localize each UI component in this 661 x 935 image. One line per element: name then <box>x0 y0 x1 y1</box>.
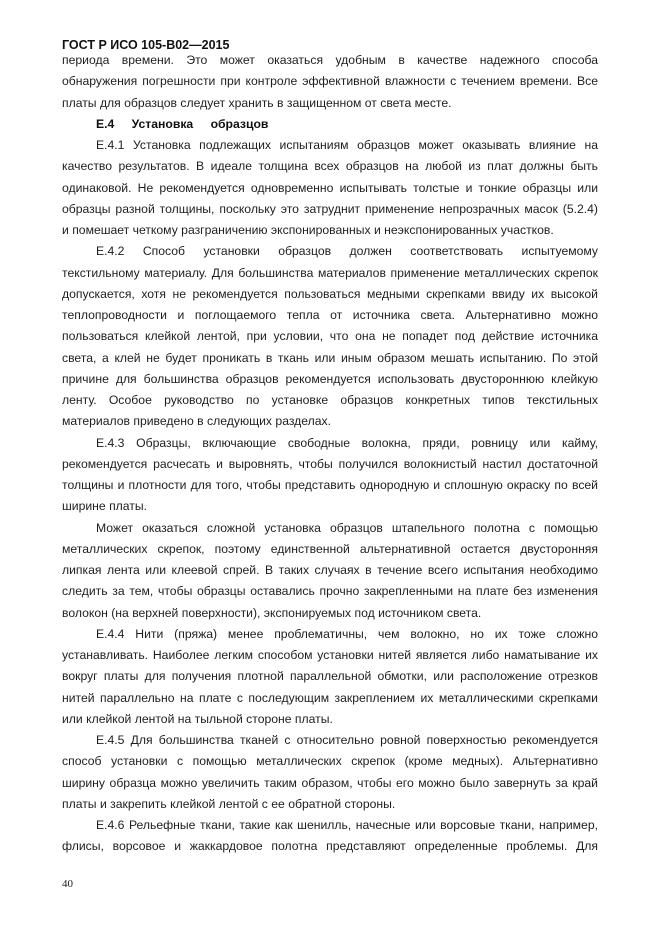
paragraph <box>62 433 598 518</box>
heading-text: Е.4 Установка образцов <box>96 116 269 131</box>
text-line: рекомендуется расчесать и выровнять, чтобы получился волокнистый настил достаточной <box>62 456 598 471</box>
paragraph <box>62 624 598 730</box>
section-heading <box>62 114 598 135</box>
text-line: Е.4.3 Образцы, включающие свободные волокна, пряди, ровницу или кайму, <box>96 435 598 450</box>
text-line: вокруг платы для получения плотной параллельной обмотки, или расположение отрезков <box>62 669 598 684</box>
text-line: допускается, хотя не рекомендуется пользоваться медными скрепками ввиду их высокой <box>62 286 598 301</box>
text-line: устанавливать. Наиболее легким способом установки нитей является либо наматывание их <box>62 648 598 662</box>
text-line: обнаружения погрешности при контроле эффективной влажности с течением времени. Все <box>62 74 598 89</box>
paragraph <box>62 135 598 241</box>
text-line: и помешает четкому разграничению экспонированных и неэкспонированных участков. <box>62 223 554 237</box>
text-line: ленту. Особое руководство по установке образцов конкретных типов текстильных <box>62 393 598 407</box>
paragraph <box>62 815 598 858</box>
text-line: Может оказаться сложной установка образцов штапельного полотна с помощью <box>96 520 598 535</box>
text-line: Е.4.2 Способ установки образцов должен соответствовать испытуемому <box>96 244 598 259</box>
paragraph <box>62 518 598 624</box>
document-body <box>62 50 598 858</box>
text-line: липкая лента или клеевой спрей. В таких случаях в течение всего испытания необходимо <box>62 563 598 577</box>
text-line: толщины и плотности для того, чтобы представить однородную и сплошную окраску по всей <box>62 478 598 492</box>
page-number: 40 <box>62 878 73 890</box>
text-line: или клейкой лентой на тыльной стороне платы. <box>62 711 333 726</box>
text-line: качество результатов. В идеале толщина всех образцов на любой из плат должны быть <box>62 159 598 174</box>
paragraph <box>62 730 598 815</box>
text-line: металлических скрепок, поэтому единственной альтернативной остается двусторонняя <box>62 541 598 556</box>
text-line: Е.4.4 Нити (пряжа) менее проблематичны, чем волокно, но их тоже сложно <box>96 626 598 641</box>
text-line: периода времени. Это может оказаться удобным в качестве надежного способа <box>62 53 598 67</box>
text-line: Е.4.5 Для большинства тканей с относительно ровной поверхностью рекомендуется <box>96 733 598 747</box>
text-line: флисы, ворсовое и жаккардовое полотна представляют определенные проблемы. Для <box>62 839 598 854</box>
paragraph <box>62 241 598 432</box>
text-line: волокон (на верхней поверхности), экспонируемых под источником света. <box>62 605 482 620</box>
text-line: платы для образцов следует хранить в защищенном от света месте. <box>62 95 452 110</box>
text-line: причине для большинства образцов рекомендуется использовать двустороннюю клейкую <box>62 371 598 386</box>
text-line: следить за тем, чтобы образцы оставались прочно закрепленными на плате без изменения <box>62 584 598 599</box>
text-line: текстильному материалу. Для большинства материалов применение металлических скрепок <box>62 265 598 280</box>
text-line: Е.4.6 Рельефные ткани, такие как шенилль, начесные или ворсовые ткани, например, <box>96 818 598 832</box>
text-line: платы и закрепить клейкой лентой с ее обратной стороны. <box>62 796 396 811</box>
text-line: света, а клей не будет проникать в ткань или иным образом мешать испытанию. По этой <box>62 350 598 365</box>
text-line: ширине платы. <box>62 499 148 514</box>
document-header: ГОСТ Р ИСО 105-В02—2015 <box>62 38 230 52</box>
text-line: одинаковой. Не рекомендуется одновременно испытывать толстые и тонкие образцы или <box>62 180 598 195</box>
text-line: ширину образца можно увеличить таким образом, чтобы его можно было завернуть за край <box>62 775 598 790</box>
text-line: теплопроводности и поглощаемого тепла от источника света. Альтернативно можно <box>62 308 598 322</box>
text-line: Е.4.1 Установка подлежащих испытаниям образцов может оказывать влияние на <box>96 138 598 152</box>
text-line: пользоваться клейкой лентой, при условии, что она не попадет под действие источника <box>62 329 598 344</box>
text-line: образцы разной толщины, поскольку это затруднит применение непрозрачных масок (5.2.4) <box>62 201 598 216</box>
text-line: способ установки с помощью металлических скрепок (кроме медных). Альтернативно <box>62 754 598 769</box>
text-line: материалов приведено в следующих разделах. <box>62 414 332 429</box>
text-line: нитей параллельно на плате с последующим закреплением их металлическими скрепками <box>62 690 598 705</box>
paragraph <box>62 50 598 114</box>
